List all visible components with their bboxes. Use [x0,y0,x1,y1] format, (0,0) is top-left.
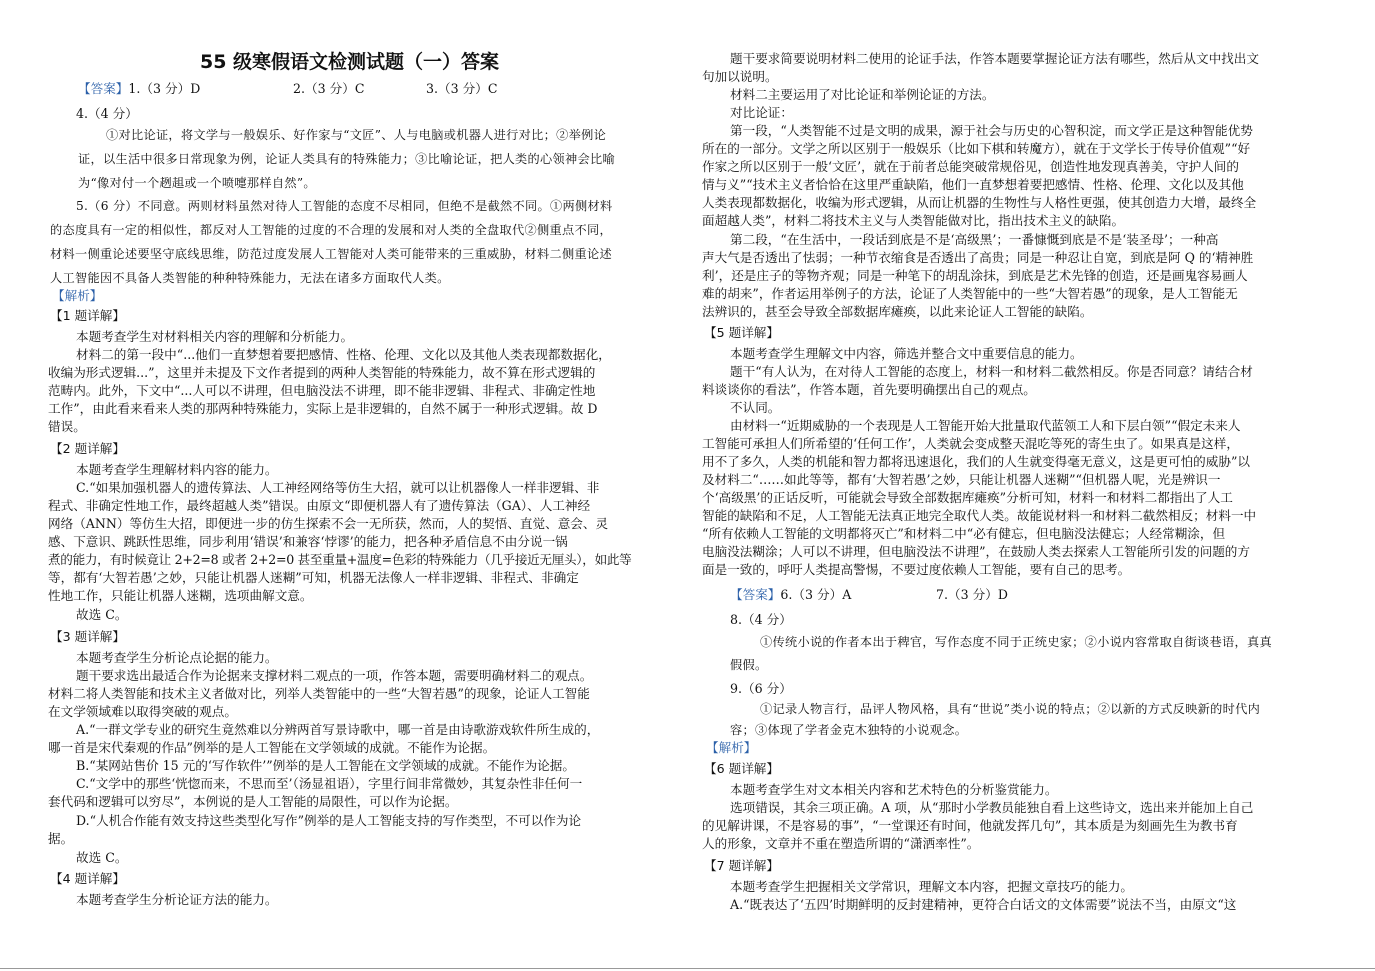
q3-detail-line: A.“一群文学专业的研究生竟然难以分辨两首写景诗歌中，哪一首是由诗歌游戏软件所生成的， [76,722,600,737]
q3-detail-line: C.“文学中的那些‘恍惚而来，不思而至’（汤显祖语），字里行间非常微妙，其复杂性非任何一 [76,776,583,791]
q5-line: 5.（6 分）不同意。两则材料虽然对待人工智能的态度不尽相同，但绝不是截然不同。①两侧材料 [76,199,613,213]
q1-detail-line: 材料二的第一段中“...他们一直梦想着要把感情、性格、伦理、文化以及其他人类表现都数据化， [76,347,611,362]
q3-detail-line: B.“某网站售价 15 元的‘写作软件’”例举的是人工智能在文学领域的成就。不能作为论据。 [76,758,575,773]
q2-detail-line: 程式、非确定性地工作，最终超越人类”错误。由原文“即便机器人有了遗传算法（GA）、人工神经 [48,498,591,513]
q5-detail-line: 个‘高级黑’的正话反听，可能就会导致全部数据库瘫痪”分析可知，材料一和材料二都指出了人工 [702,490,1233,505]
q2-detail-line: 故选 C。 [76,607,128,622]
q9-head: 9.（6 分） [730,681,792,696]
q1-detail-head: 【1 题详解】 [50,308,125,323]
answer-label: 【答案】 [78,81,129,96]
q3-detail-line: 故选 C。 [76,850,128,865]
answer-q3: 3.（3 分）C [426,81,498,96]
q8-head: 8.（4 分） [730,612,792,627]
q1-detail-line: 收编为形式逻辑...”，这里并未提及下文作者提到的两种人类智能的特殊能力，故不算在形式逻辑的 [48,365,596,380]
q4-cont-line: 人类表现都数据化，收编为形式逻辑，从而让机器的生物性与人格性更强，使其创造力大增，最终全 [702,195,1257,210]
answer-q1: 1.（3 分）D [128,81,201,96]
q9-line: ①记录人物言行，品评人物风格，具有“世说”类小说的特点；②以新的方式反映新的时代内 [760,702,1261,716]
q5-detail-line: 题干“有人认为，在对待人工智能的态度上，材料一和材料二截然相反。你是否同意？请结合材 [730,364,1253,379]
q1-detail-line: 本题考查学生对材料相关内容的理解和分析能力。 [76,329,354,344]
q3-detail-line: 在文学领域难以取得突破的观点。 [48,704,237,719]
answer-q7: 7.（3 分）D [936,587,1008,602]
q2-detail-line: 等，都有‘大智若愚’之妙，只能让机器人迷糊”可知，机器无法像人一样非逻辑、非程式、非确定 [48,570,579,585]
q3-detail-line: 哪一首是宋代秦观的作品”例举的是人工智能在文学领域的成就。不能作为论据。 [48,740,496,755]
q3-detail-head: 【3 题详解】 [50,629,125,644]
q7-detail-head: 【7 题详解】 [704,858,779,873]
q2-detail-line: 煮的能力，有时候竟让 2+2=8 或者 2+2=0 甚至重量+温度=色彩的特殊能力（几乎接近无厘头），如此等 [48,552,632,567]
page-title: 55 级寒假语文检测试题（一）答案 [200,51,500,73]
q8-line: ①传统小说的作者本出于稗官，写作态度不同于正统史家；②小说内容常取自街谈巷语，真真 [760,635,1272,649]
q5-line: 人工智能因不具备人类智能的种种特殊能力，无法在诸多方面取代人类。 [50,271,450,285]
q5-detail-line: 料谈谈你的看法”，作答本题，首先要明确摆出自己的观点。 [702,382,1036,397]
q5-detail-line: 由材料一“近期威胁的一个表现是人工智能开始大批量取代蓝领工人和下层白领”“假定未来人 [730,418,1241,433]
q2-detail-line: 性地工作，只能让机器人迷糊，选项曲解文意。 [48,588,313,603]
q9-line: 容；③体现了学者金克木独特的小说观念。 [730,723,968,737]
q5-detail-line: 智能的缺陷和不足，人工智能无法真正地完全取代人类。故能说材料一和材料二截然相反；材料一中 [702,508,1257,523]
q4-line: ①对比论证，将文学与一般娱乐、好作家与“文匠”、人与电脑或机器人进行对比；②举例论 [106,128,607,142]
q4-cont-line: 利’，还是庄子的等物齐观；同是一种笔下的胡乱涂抹，到底是艺术先锋的创造，还是画鬼容易画人 [702,268,1248,283]
q4-cont-line: 句加以说明。 [702,69,778,84]
q6-detail-line: 本题考查学生对文本相关内容和艺术特色的分析鉴赏能力。 [730,782,1058,797]
q5-detail-line: 电脑没法糊涂；人可以不讲理，但电脑没法不讲理”，在鼓励人类去探索人工智能所引发的问题的方 [702,544,1250,559]
q6-detail-head: 【6 题详解】 [704,761,779,776]
answers-row-1 [78,80,200,98]
q8-line: 假假。 [730,658,768,672]
q6-detail-line: 人的形象，文章并不重在塑造所谓的“潇洒率性”。 [702,836,980,851]
q3-detail-line: 材料二将人类智能和技术主义者做对比，列举人类智能中的一些“大智若愚”的现象，论证人工智能 [48,686,590,701]
q6-detail-line: 选项错误，其余三项正确。A 项，从“那时小学教员能独自看上这些诗文，选出来并能加上自己 [730,800,1254,815]
q4-line: 证，以生活中很多日常现象为例，论证人类具有的特殊能力；③比喻论证，把人类的心领神会比喻 [78,152,615,166]
q4-cont-line: 所在的一部分。文学之所以区别于一般娱乐（比如下棋和转魔方），就在于文学长于传导价值观”“好 [702,141,1251,156]
q2-detail-line: 感、下意识、跳跃性思维，同步利用‘错误’和兼容‘悖谬’的能力，把各种矛盾信息不由分说一锅 [48,534,568,549]
q4-cont-line: 题干要求简要说明材料二使用的论证手法，作答本题要掌握论证方法有哪些，然后从文中找出文 [730,51,1259,66]
answer-label: 【答案】 [730,587,781,602]
q6-detail-line: 的见解讲课，不是容易的事”，“一堂课还有时间，他就发挥几句”，其本质是为刻画先生为教书育 [702,818,1238,833]
q1-detail-line: 工作”，由此看来看来人类的那两种特殊能力，实际上是非逻辑的，自然不属于一种形式逻辑。故 D [48,401,598,416]
q4-line: 为“像对付一个趔趄或一个喷嚏那样自然”。 [78,176,316,190]
q4-detail-line: 本题考查学生分析论证方法的能力。 [76,892,278,907]
q3-detail-line: 据。 [48,831,74,846]
q4-cont-line: 第一段，“人类智能不过是文明的成果，源于社会与历史的心智积淀，而文学正是这种智能优势 [730,123,1253,138]
q3-detail-line: 本题考查学生分析论点论据的能力。 [76,650,278,665]
q5-detail-line: 用不了多久，人类的机能和智力都将迅速退化，我们的人生就变得毫无意义，这是更可怕的威胁”以 [702,454,1250,469]
q5-detail-line: 及材料二“……如此等等，都有‘大智若愚’之妙，只能让机器人迷糊”“但机器人呢，光是辨识一 [702,472,1221,487]
q7-detail-line: 本题考查学生把握相关文学常识，理解文本内容，把握文章技巧的能力。 [730,879,1133,894]
q2-detail-line: C.“如果加强机器人的遗传算法、人工神经网络等仿生大招，就可以让机器像人一样非逻辑、非 [76,480,600,495]
q5-detail-line: 面是一致的，呼吁人类提高警惕，不要过度依赖人工智能，要有自己的思考。 [702,562,1131,577]
q1-detail-line: 错误。 [48,419,86,434]
q2-detail-head: 【2 题详解】 [50,441,125,456]
q3-detail-line: 套代码和逻辑可以穷尽”，本例说的是人工智能的局限性，可以作为论据。 [48,794,458,809]
q5-line: 的态度具有一定的相似性，都反对人工智能的过度的不合理的发展和对人类的全盘取代②侧重点不同， [50,223,612,237]
q5-detail-line: 不认同。 [730,400,781,415]
q3-detail-line: 题干要求选出最适合作为论据来支撑材料二观点的一项，作答本题，需要明确材料二的观点。 [76,668,593,683]
q2-detail-line: 网络（ANN）等仿生大招，即便进一步的仿生探索不会一无所获，然而，人的契悟、直觉、意会、灵 [48,516,609,531]
q5-detail-line: 本题考查学生理解文中内容，筛选并整合文中重要信息的能力。 [730,346,1083,361]
answer-q2: 2.（3 分）C [293,81,365,96]
analysis-label: 【解析】 [706,740,757,755]
q4-cont-line: 情与义”“技术主义者恰恰在这里严重缺陷，他们一直梦想着要把感情、性格、伦理、文化以及其他 [702,177,1244,192]
q4-cont-line: 法辨识的，甚至会导致全部数据库瘫痪，以此来论证人工智能的缺陷。 [702,304,1093,319]
q5-detail-head: 【5 题详解】 [704,325,779,340]
q4-cont-line: 难的胡来”，作者运用举例子的方法，论证了人类智能中的一些“大智若愚”的现象，是人工智能无 [702,286,1238,301]
q1-detail-line: 范畴内。此外，下文中“...人可以不讲理，但电脑没法不讲理，即不能非逻辑、非程式、非确定性地 [48,383,596,398]
q3-detail-line: D.“人机合作能有效支持这些类型化写作”例举的是人工智能支持的写作类型，不可以作为论 [76,813,582,828]
q5-detail-line: “所有依赖人工智能的文明都将灭亡”和材料二中“必有健忘，但电脑没法健忘；人经常糊涂，但 [702,526,1226,541]
q5-detail-line: 工智能可承担人们所希望的‘任何工作’，人类就会变成整天混吃等死的寄生虫了。如果真是这样， [702,436,1239,451]
q4-cont-line: 第二段，“在生活中，一段话到底是不是‘高级黑’；一番慷慨到底是不是‘装圣母’；一种高 [730,232,1219,247]
analysis-label: 【解析】 [52,288,103,303]
q4-detail-head: 【4 题详解】 [50,871,125,886]
q4-cont-line: 面超越人类”，材料二将技术主义与人类智能做对比，指出技术主义的缺陷。 [702,213,1125,228]
q2-detail-line: 本题考查学生理解材料内容的能力。 [76,462,278,477]
q7-detail-line: A.“既表达了‘五四’时期鲜明的反封建精神，更符合白话文的文体需要”说法不当，由原文“这 [730,897,1237,912]
q4-cont-line: 材料二主要运用了对比论证和举例论证的方法。 [730,87,995,102]
q4-cont-line: 声大气是否透出了怯弱；一种节衣缩食是否透出了高贵；同是一种忍让自宽，到底是阿 Q 的‘精神胜 [702,250,1254,265]
answer-q6: 6.（3 分）A [780,587,852,602]
page-bottom-divider [0,968,1375,969]
q4-head: 4.（4 分） [76,106,138,121]
q5-line: 材料一侧重论述要坚守底线思维，防范过度发展人工智能对人类可能带来的三重威胁，材料二侧重论述 [50,247,612,261]
answers-row-2 [730,586,851,604]
q4-cont-line: 作家之所以区别于一般‘文匠’，就在于前者总能突破常规俗见，创造性地发现真善美，守护人间的 [702,159,1239,174]
q4-cont-line: 对比论证： [730,105,793,120]
